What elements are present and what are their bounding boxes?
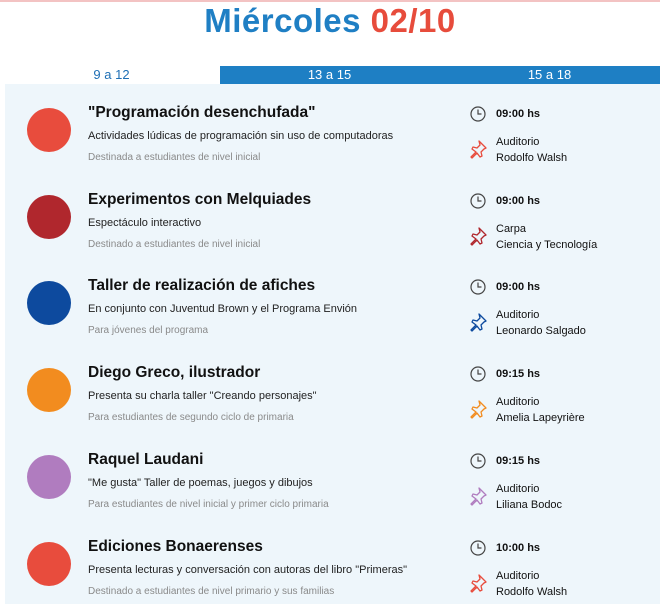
venue-name: Liliana Bodoc — [496, 499, 563, 511]
event-title: Experimentos con Melquiades — [88, 191, 312, 208]
event-title: Ediciones Bonaerenses — [88, 538, 263, 555]
event-color-dot — [27, 542, 71, 586]
event-time: 09:00 hs — [496, 281, 541, 293]
event-venue — [496, 307, 586, 339]
event-time: 09:15 hs — [496, 368, 541, 380]
pushpin-icon — [468, 226, 488, 246]
venue-name: Rodolfo Walsh — [496, 586, 568, 598]
clock-icon — [470, 106, 486, 122]
event-color-dot — [27, 281, 71, 325]
pushpin-icon — [468, 139, 488, 159]
event-description: Presenta lecturas y conversación con autoras del libro "Primeras" — [88, 564, 408, 576]
event-title: Raquel Laudani — [88, 451, 204, 468]
clock-icon — [470, 453, 486, 469]
event-item — [5, 171, 660, 259]
title-day: Miércoles — [204, 2, 361, 39]
event-venue — [496, 221, 597, 253]
venue-type: Auditorio — [496, 396, 540, 408]
venue-type: Auditorio — [496, 309, 540, 321]
events-panel — [5, 84, 660, 604]
event-audience: Para estudiantes de segundo ciclo de primaria — [88, 412, 294, 423]
event-time: 09:00 hs — [496, 108, 541, 120]
event-color-dot — [27, 108, 71, 152]
event-description: Actividades lúdicas de programación sin uso de computadoras — [88, 130, 394, 142]
clock-icon — [470, 540, 486, 556]
venue-type: Auditorio — [496, 570, 540, 582]
venue-name: Leonardo Salgado — [496, 325, 586, 337]
event-description: Espectáculo interactivo — [88, 217, 202, 229]
event-audience: Destinado a estudiantes de nivel inicial — [88, 239, 261, 250]
event-time: 09:00 hs — [496, 195, 541, 207]
event-item — [5, 518, 660, 606]
event-item — [5, 344, 660, 432]
tab-15-a-18[interactable]: 15 a 18 — [439, 66, 660, 84]
venue-type: Carpa — [496, 223, 526, 235]
venue-name: Amelia Lapeyrière — [496, 412, 585, 424]
clock-icon — [470, 366, 486, 382]
event-venue — [496, 134, 567, 166]
page-title — [0, 1, 660, 41]
event-item — [5, 257, 660, 345]
event-venue — [496, 568, 567, 600]
event-title: "Programación desenchufada" — [88, 104, 316, 121]
event-time: 09:15 hs — [496, 455, 541, 467]
tab-13-a-15[interactable]: 13 a 15 — [220, 66, 439, 84]
event-title: Diego Greco, ilustrador — [88, 364, 261, 381]
event-color-dot — [27, 455, 71, 499]
event-audience: Para jóvenes del programa — [88, 325, 209, 336]
event-item — [5, 431, 660, 519]
pushpin-icon — [468, 573, 488, 593]
pushpin-icon — [468, 399, 488, 419]
clock-icon — [470, 193, 486, 209]
venue-name: Rodolfo Walsh — [496, 152, 568, 164]
event-description: Presenta su charla taller "Creando personajes" — [88, 390, 317, 402]
event-venue — [496, 394, 585, 426]
venue-name: Ciencia y Tecnología — [496, 239, 598, 251]
venue-type: Auditorio — [496, 136, 540, 148]
event-description: En conjunto con Juventud Brown y el Programa Envión — [88, 303, 358, 315]
event-title: Taller de realización de afiches — [88, 277, 316, 294]
tab-9-a-12[interactable]: 9 a 12 — [5, 66, 218, 84]
pushpin-icon — [468, 312, 488, 332]
event-audience: Destinado a estudiantes de nivel primario y sus familias — [88, 586, 335, 597]
event-audience: Destinada a estudiantes de nivel inicial — [88, 152, 261, 163]
event-description: "Me gusta" Taller de poemas, juegos y dibujos — [88, 477, 313, 489]
event-color-dot — [27, 368, 71, 412]
event-time: 10:00 hs — [496, 542, 541, 554]
pushpin-icon — [468, 486, 488, 506]
event-venue — [496, 481, 562, 513]
venue-type: Auditorio — [496, 483, 540, 495]
event-audience: Para estudiantes de nivel inicial y primer ciclo primaria — [88, 499, 329, 510]
event-color-dot — [27, 195, 71, 239]
time-tabs — [0, 66, 660, 84]
event-item — [5, 84, 660, 172]
title-date: 02/10 — [370, 2, 456, 39]
clock-icon — [470, 279, 486, 295]
